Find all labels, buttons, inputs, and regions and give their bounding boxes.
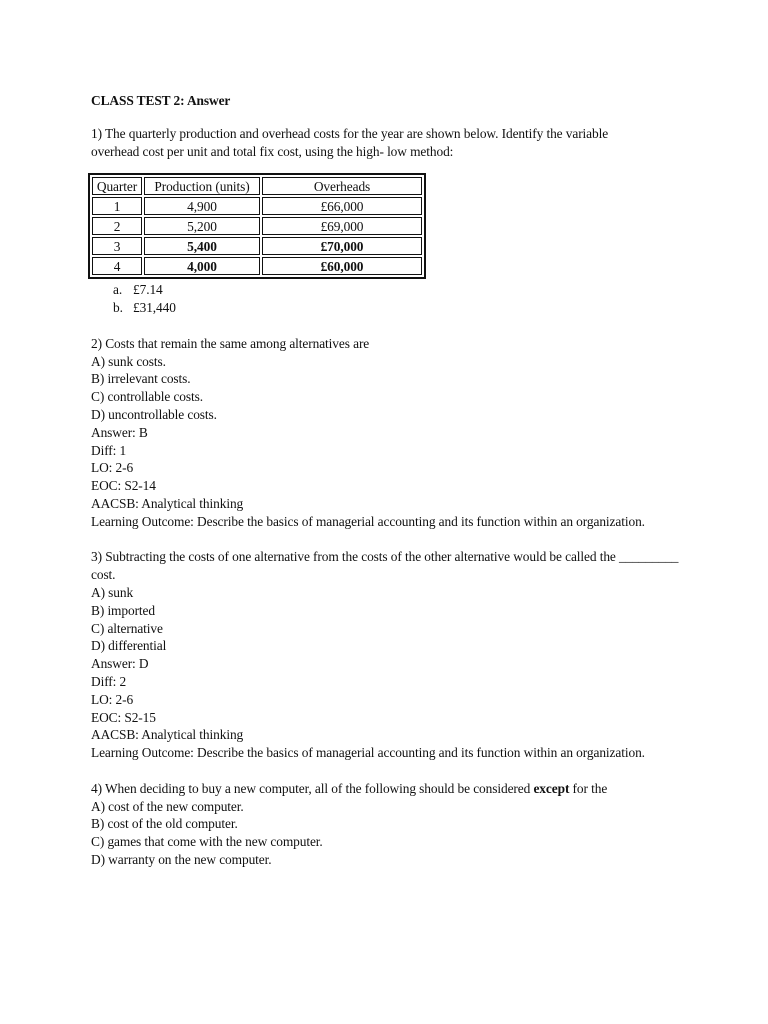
- header-production: Production (units): [144, 177, 260, 195]
- table-row: [92, 197, 422, 215]
- page-title: CLASS TEST 2: Answer: [91, 93, 231, 108]
- option-a: A) sunk: [91, 584, 134, 600]
- cell-quarter: 2: [92, 217, 142, 235]
- question-2: [91, 335, 691, 531]
- aacsb-line: AACSB: Analytical thinking: [91, 727, 244, 743]
- question-2-text: 2) Costs that remain the same among alternatives are: [91, 335, 370, 351]
- option-b: B) cost of the old computer.: [91, 816, 238, 832]
- option-c: C) alternative: [91, 620, 163, 636]
- cell-production: 4,900: [144, 197, 260, 215]
- aacsb-line: AACSB: Analytical thinking: [91, 495, 244, 511]
- question-1-answers: [113, 281, 691, 317]
- cell-quarter: 1: [92, 197, 142, 215]
- learning-outcome-line: Learning Outcome: Describe the basics of managerial accounting and its function within an organization.: [91, 513, 645, 529]
- question-1: [91, 125, 691, 317]
- option-b: B) irrelevant costs.: [91, 371, 191, 387]
- option-d: D) warranty on the new computer.: [91, 851, 272, 867]
- answer-label: b.: [113, 300, 123, 316]
- question-4-text-after: for the: [569, 780, 608, 796]
- table-row: [92, 237, 422, 255]
- cell-overheads: £60,000: [262, 257, 422, 275]
- answer-item: [113, 281, 691, 299]
- difficulty-line: Diff: 2: [91, 673, 127, 689]
- answer-value: £7.14: [133, 282, 163, 298]
- difficulty-line: Diff: 1: [91, 442, 127, 458]
- cell-production: 4,000: [144, 257, 260, 275]
- question-1-text: 1) The quarterly production and overhead costs for the year are shown below. Identify the variable overhead cost per unit and total fix cost, using the high- low method:: [91, 125, 609, 159]
- answer-line: Answer: B: [91, 424, 148, 440]
- answer-value: £31,440: [133, 300, 176, 316]
- cell-quarter: 3: [92, 237, 142, 255]
- option-a: A) cost of the new computer.: [91, 798, 244, 814]
- question-4: [91, 780, 691, 869]
- table-row: [92, 217, 422, 235]
- production-overhead-table: [88, 173, 426, 279]
- question-3-text: 3) Subtracting the costs of one alternative from the costs of the other alternative would be called the _________ cost.: [91, 549, 679, 583]
- cell-overheads: £69,000: [262, 217, 422, 235]
- answer-label: a.: [113, 282, 123, 298]
- table-row: [92, 257, 422, 275]
- header-overheads: Overheads: [262, 177, 422, 195]
- document-page: [91, 92, 691, 869]
- option-d: D) uncontrollable costs.: [91, 406, 217, 422]
- question-4-emphasis: except: [533, 780, 570, 796]
- option-d: D) differential: [91, 638, 167, 654]
- question-4-text: [91, 780, 691, 798]
- option-a: A) sunk costs.: [91, 353, 166, 369]
- question-4-text-before: 4) When deciding to buy a new computer, all of the following should be considered: [91, 780, 534, 796]
- option-b: B) imported: [91, 602, 155, 618]
- cell-quarter: 4: [92, 257, 142, 275]
- question-3: [91, 548, 691, 762]
- learning-outcome-line: Learning Outcome: Describe the basics of managerial accounting and its function within an organization.: [91, 745, 645, 761]
- cell-overheads: £66,000: [262, 197, 422, 215]
- cell-overheads: £70,000: [262, 237, 422, 255]
- header-quarter: Quarter: [92, 177, 142, 195]
- cell-production: 5,400: [144, 237, 260, 255]
- lo-line: LO: 2-6: [91, 460, 134, 476]
- answer-item: [113, 299, 691, 317]
- eoc-line: EOC: S2-14: [91, 478, 156, 494]
- eoc-line: EOC: S2-15: [91, 709, 156, 725]
- option-c: C) controllable costs.: [91, 389, 203, 405]
- table-header-row: [92, 177, 422, 195]
- cell-production: 5,200: [144, 217, 260, 235]
- answer-line: Answer: D: [91, 656, 149, 672]
- option-c: C) games that come with the new computer.: [91, 834, 323, 850]
- lo-line: LO: 2-6: [91, 691, 134, 707]
